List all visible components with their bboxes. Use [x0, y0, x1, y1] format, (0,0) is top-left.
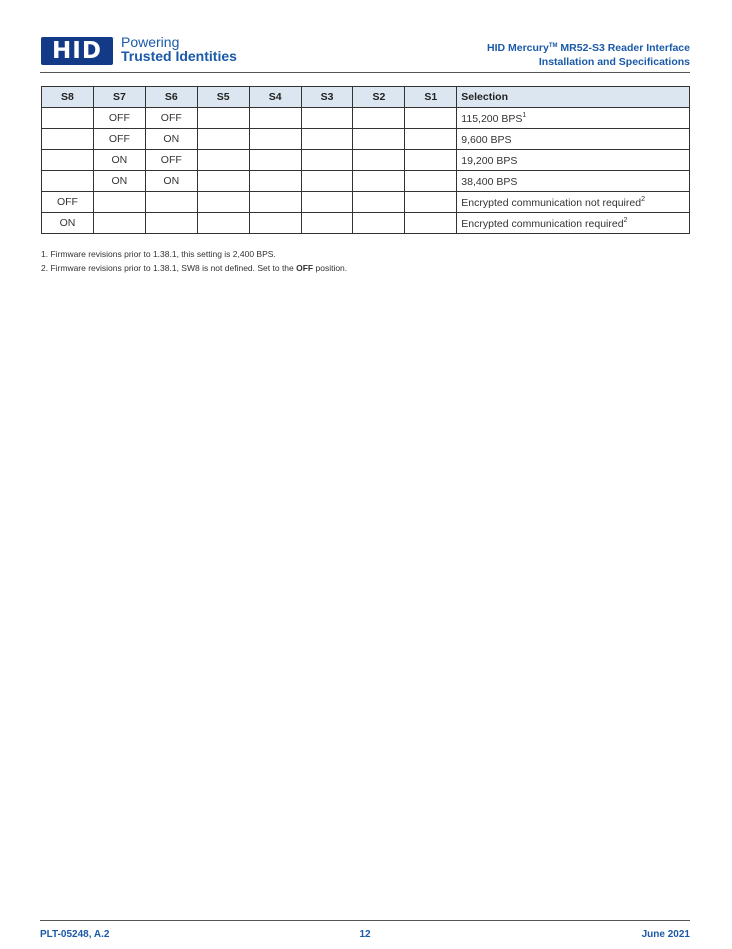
cell-s6 [145, 192, 197, 213]
selection-text: Encrypted communication not required [461, 196, 642, 209]
header-s3: S3 [301, 87, 353, 108]
cell-s6 [145, 213, 197, 234]
cell-selection [457, 213, 690, 234]
table-row [42, 171, 690, 192]
cell-s1 [405, 213, 457, 234]
table-row [42, 129, 690, 150]
cell-s1 [405, 129, 457, 150]
cell-s4 [249, 150, 301, 171]
cell-selection [457, 129, 690, 150]
cell-s3 [301, 192, 353, 213]
footnote-2 [41, 261, 347, 275]
cell-s5 [197, 171, 249, 192]
cell-s2 [353, 108, 405, 129]
cell-s4 [249, 108, 301, 129]
cell-s3 [301, 129, 353, 150]
trademark-mark: TM [548, 43, 558, 49]
cell-s2 [353, 150, 405, 171]
header-s5: S5 [197, 87, 249, 108]
footnote-ref: 1 [522, 111, 527, 119]
document-subtitle: Installation and Specifications [538, 56, 690, 68]
cell-s7 [93, 213, 145, 234]
cell-s4 [249, 129, 301, 150]
footer-divider [40, 920, 690, 921]
table-row [42, 213, 690, 234]
cell-s5 [197, 150, 249, 171]
cell-s5 [197, 129, 249, 150]
tagline-line1: Powering [121, 34, 180, 50]
cell-s3 [301, 108, 353, 129]
table-row [42, 192, 690, 213]
title-suffix: MR52-S3 Reader Interface [557, 42, 690, 54]
selection-text: 9,600 BPS [461, 133, 512, 146]
cell-s2 [353, 129, 405, 150]
cell-s1 [405, 192, 457, 213]
cell-s3 [301, 213, 353, 234]
footnote-2-prefix: 2. Firmware revisions prior to 1.38.1, SW8 is not defined. Set to the [41, 263, 297, 273]
cell-s7 [93, 192, 145, 213]
document-title [487, 39, 690, 69]
tagline-line2: Trusted Identities [121, 48, 237, 64]
tagline [121, 35, 237, 63]
header-s6: S6 [145, 87, 197, 108]
footnote-2-suffix: position. [313, 263, 348, 273]
header-s2: S2 [353, 87, 405, 108]
cell-s1 [405, 150, 457, 171]
title-line [487, 39, 690, 55]
cell-s1 [405, 108, 457, 129]
footnote-2-bold: OFF [296, 263, 314, 273]
cell-s6: ON [145, 129, 197, 150]
header-s7: S7 [93, 87, 145, 108]
cell-s7: ON [93, 150, 145, 171]
cell-s8 [42, 129, 94, 150]
header-s8: S8 [42, 87, 94, 108]
table-header-row [42, 87, 690, 108]
logo-mark: · [113, 35, 115, 41]
cell-s1 [405, 171, 457, 192]
page-header [40, 34, 690, 72]
cell-s5 [197, 192, 249, 213]
selection-text: 19,200 BPS [461, 154, 518, 167]
cell-s5 [197, 213, 249, 234]
cell-s2 [353, 213, 405, 234]
cell-s4 [249, 213, 301, 234]
cell-s5 [197, 108, 249, 129]
footnotes [41, 247, 347, 275]
cell-selection [457, 150, 690, 171]
cell-s8 [42, 171, 94, 192]
table-row [42, 150, 690, 171]
selection-text: Encrypted communication required [461, 217, 624, 230]
cell-s2 [353, 192, 405, 213]
page-number: 12 [359, 929, 371, 940]
cell-s6: OFF [145, 108, 197, 129]
hid-logo: HID [41, 37, 113, 65]
cell-s2 [353, 171, 405, 192]
cell-s6: OFF [145, 150, 197, 171]
header-selection: Selection [457, 87, 690, 108]
footnote-1: 1. Firmware revisions prior to 1.38.1, this setting is 2,400 BPS. [41, 249, 276, 259]
cell-s7: ON [93, 171, 145, 192]
cell-s8: ON [42, 213, 94, 234]
cell-s6: ON [145, 171, 197, 192]
selection-text: 115,200 BPS [461, 112, 523, 125]
dip-switch-table [41, 86, 690, 234]
cell-s4 [249, 171, 301, 192]
footnote-ref: 2 [623, 216, 628, 224]
cell-s4 [249, 192, 301, 213]
cell-selection [457, 192, 690, 213]
cell-selection [457, 171, 690, 192]
selection-text: 38,400 BPS [461, 175, 518, 188]
cell-s8 [42, 108, 94, 129]
cell-s7: OFF [93, 108, 145, 129]
title-prefix: HID Mercury [486, 42, 549, 54]
cell-selection [457, 108, 690, 129]
cell-s8 [42, 150, 94, 171]
document-id: PLT-05248, A.2 [40, 929, 110, 940]
cell-s7: OFF [93, 129, 145, 150]
cell-s8: OFF [42, 192, 94, 213]
header-s1: S1 [405, 87, 457, 108]
cell-s3 [301, 171, 353, 192]
cell-s3 [301, 150, 353, 171]
footnote-ref: 2 [641, 195, 645, 203]
header-divider [40, 72, 690, 73]
header-s4: S4 [249, 87, 301, 108]
table-row [42, 108, 690, 129]
publication-date: June 2021 [641, 929, 690, 940]
